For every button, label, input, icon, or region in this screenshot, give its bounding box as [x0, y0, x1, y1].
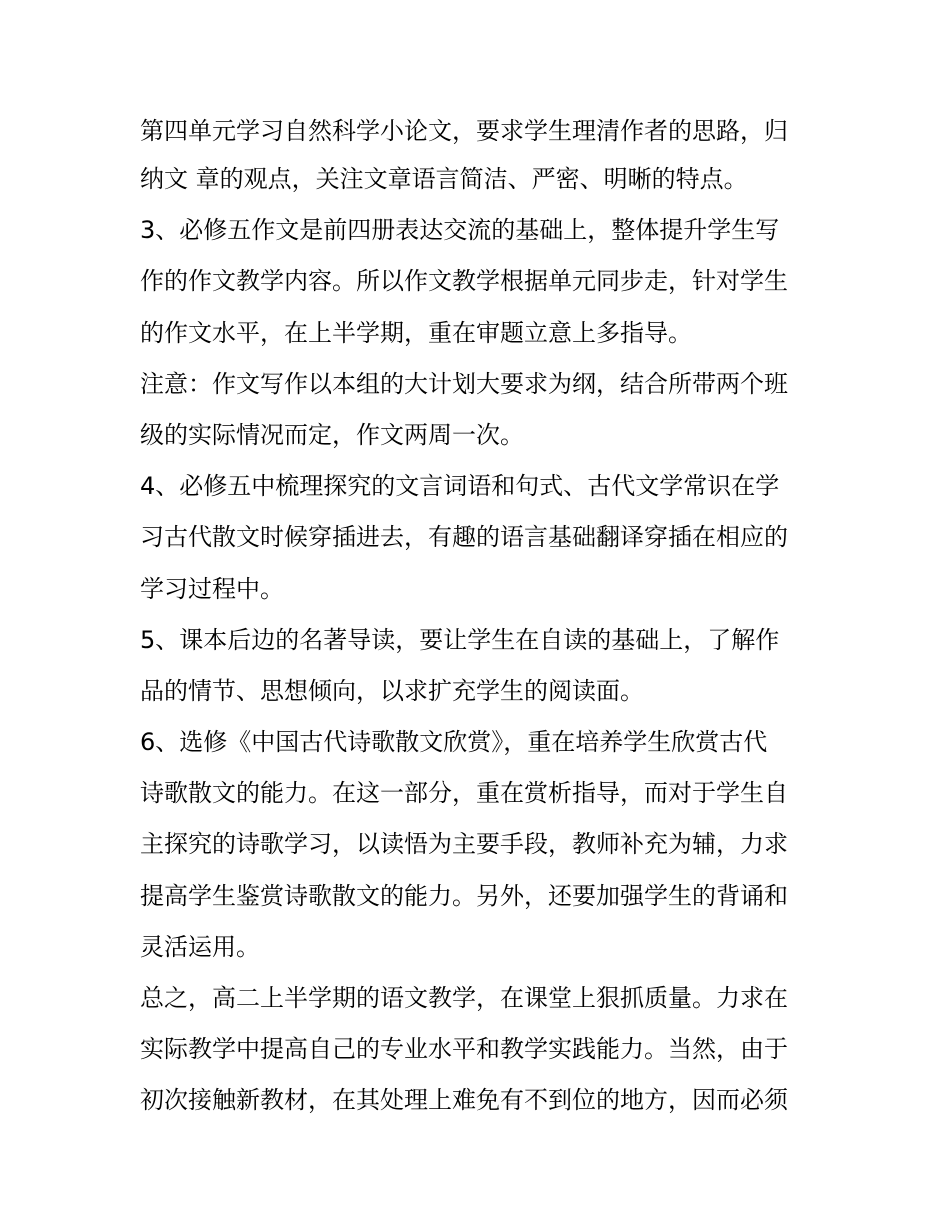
text-line: 作的作文教学内容。所以作文教学根据单元同步走，针对学生: [140, 267, 788, 296]
text-line: 纳文 章的观点，关注文章语言简洁、严密、明晰的特点。: [140, 165, 748, 193]
text-line: 主探究的诗歌学习，以读悟为主要手段，教师补充为辅，力求: [140, 830, 788, 859]
text-line: 品的情节、思想倾向，以求扩充学生的阅读面。: [140, 676, 644, 705]
text-line: 5、课本后边的名著导读，要让学生在自读的基础上，了解作: [140, 625, 780, 654]
text-line: 总之，高二上半学期的语文教学，在课堂上狠抓质量。力求在: [140, 984, 788, 1012]
text-line: 诗歌散文的能力。在这一部分，重在赏析指导，而对于学生自: [140, 779, 788, 808]
text-line: 注意：作文写作以本组的大计划大要求为纲，结合所带两个班: [140, 369, 788, 398]
text-line: 实际教学中提高自己的专业水平和教学实践能力。当然，由于: [140, 1035, 788, 1064]
text-line: 的作文水平，在上半学期，重在审题立意上多指导。: [140, 318, 692, 347]
text-line: 初次接触新教材，在其处理上难免有不到位的地方，因而必须: [140, 1086, 788, 1115]
text-line: 级的实际情况而定，作文两周一次。: [140, 420, 524, 449]
text-line: 提高学生鉴赏诗歌散文的能力。另外，还要加强学生的背诵和: [140, 881, 788, 910]
text-line: 第四单元学习自然科学小论文，要求学生理清作者的思路，归: [140, 117, 788, 145]
document-body: [140, 108, 815, 1127]
text-line: 学习过程中。: [140, 574, 284, 603]
text-line: 习古代散文时候穿插进去，有趣的语言基础翻译穿插在相应的: [140, 523, 788, 552]
text-line: 4、必修五中梳理探究的文言词语和句式、古代文学常识在学: [140, 472, 780, 501]
text-line: 灵活运用。: [140, 932, 260, 961]
text-line: 3、必修五作文是前四册表达交流的基础上，整体提升学生写: [140, 216, 780, 245]
text-line: 6、选修《中国古代诗歌散文欣赏》，重在培养学生欣赏古代: [140, 728, 768, 757]
